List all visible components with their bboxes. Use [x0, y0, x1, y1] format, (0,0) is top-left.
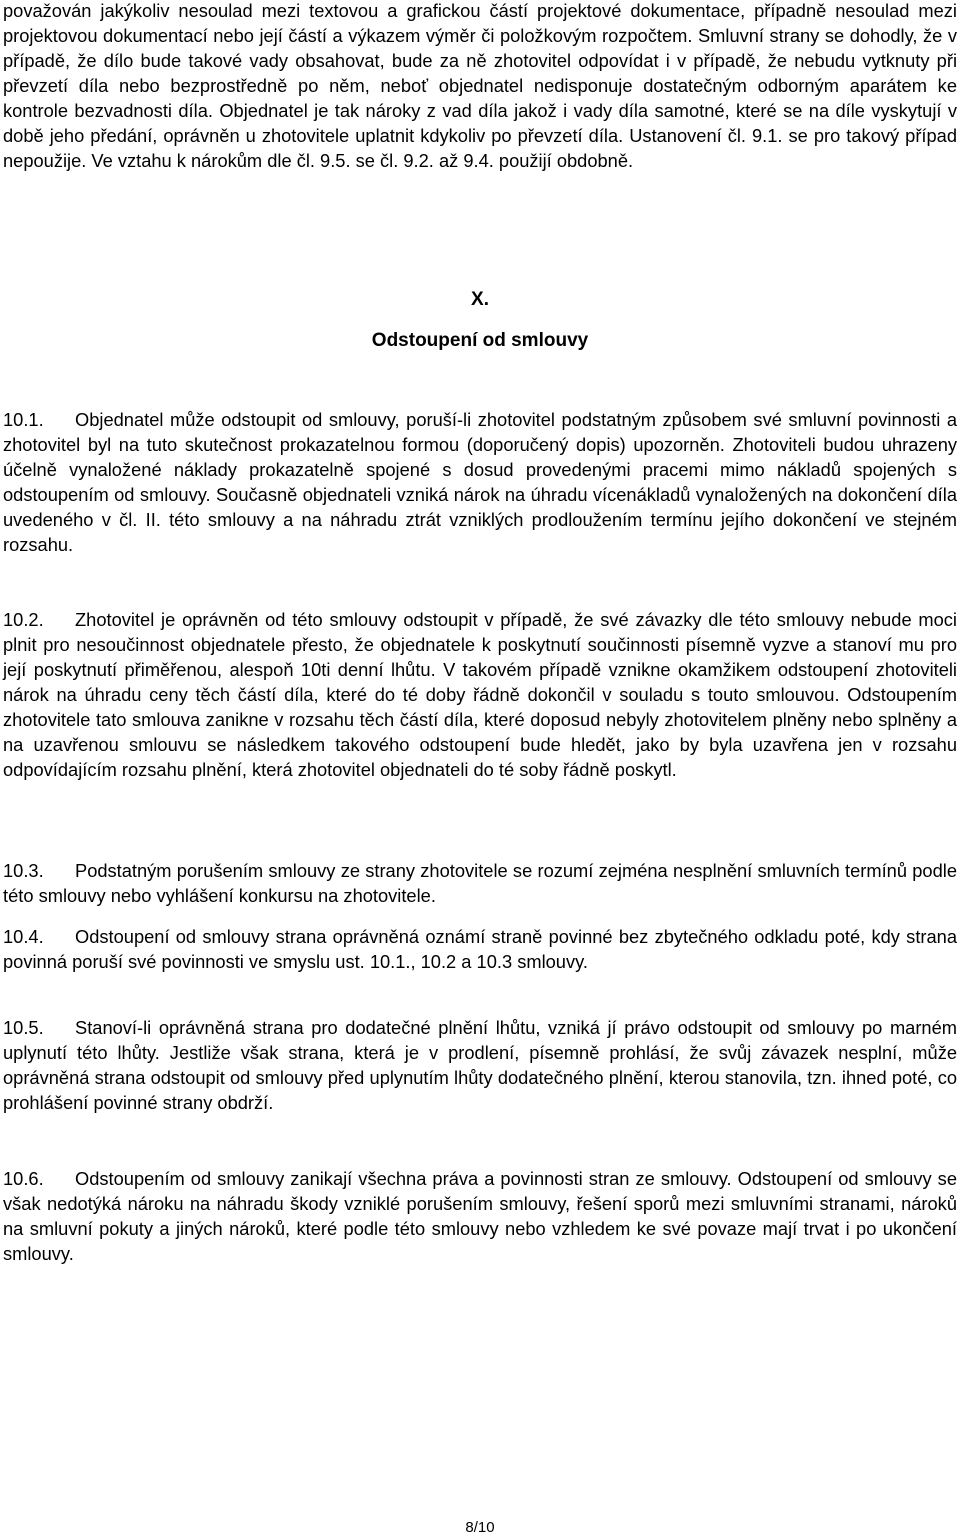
paragraph-number: 10.1. — [3, 409, 44, 430]
page-number: 8/10 — [465, 1519, 495, 1536]
paragraph-text: Odstoupením od smlouvy zanikají všechna práva a povinnosti stran ze smlouvy. Odstoupení od smlouvy se však nedotýká nároku na náhradu škody vzniklé porušením smlouvy, řešení sporů mezi smluvními stranami, nároků na smluvní pokuty a jiných nároků, které podle této smlouvy nebo vzhledem ke své povaze mají trvat i po ukončení smlouvy. — [3, 1168, 957, 1264]
article-number: X. — [471, 289, 489, 310]
paragraph-text: Objednatel může odstoupit od smlouvy, poruší-li zhotovitel podstatným způsobem své smluvní povinnosti a zhotovitel byl na tuto skutečnost prokazatelnou formou (doporučený dopis) upozorněn. Zhotoviteli budou uhrazeny účelně vynaložené náklady prokazatelně spojené s dosud provedenými pracemi mimo nákladů spojených s odstoupením od smlouvy. Současně objednateli vzniká nárok na úhradu vícenákladů vynaložených na dokončení díla uvedeného v čl. II. této smlouvy a na náhradu ztrát vzniklých prodloužením termínu jejího dokončení ve stejném rozsahu. — [3, 409, 957, 555]
paragraph-10-6 — [3, 1166, 957, 1266]
paragraph-10-4 — [3, 924, 957, 974]
paragraph-10-5 — [3, 1015, 957, 1115]
paragraph-number: 10.6. — [3, 1168, 44, 1189]
paragraph-text: Stanoví-li oprávněná strana pro dodatečné plnění lhůtu, vzniká jí právo odstoupit od smlouvy po marném uplynutí této lhůty. Jestliže však strana, která je v prodlení, písemně prohlásí, že svůj závazek nesplní, může oprávněná strana odstoupit od smlouvy před uplynutím lhůty dodatečného plnění, kterou stanovila, tzn. ihned poté, co prohlášení povinné strany obdrží. — [3, 1017, 957, 1113]
paragraph-text: Odstoupení od smlouvy strana oprávněná oznámí straně povinné bez zbytečného odkladu poté, kdy strana povinná poruší své povinnosti ve smyslu ust. 10.1., 10.2 a 10.3 smlouvy. — [3, 926, 957, 972]
paragraph-10-3 — [3, 858, 957, 908]
paragraph-number: 10.2. — [3, 609, 44, 630]
paragraph-text: Podstatným porušením smlouvy ze strany zhotovitele se rozumí zejména nesplnění smluvních termínů podle této smlouvy nebo vyhlášení konkursu na zhotovitele. — [3, 860, 957, 906]
intro-paragraph: považován jakýkoliv nesoulad mezi textovou a grafickou částí projektové dokumentace, případně nesoulad mezi projektovou dokumentací nebo její částí a výkazem výměr či položkovým rozpočtem. Smluvní strany se dohodly, že v případě, že dílo bude takové vady obsahovat, bude za ně zhotovitel odpovídat i v případě, že nebudu vytknuty při převzetí díla nebo bezprostředně po něm, neboť objednatel nedisponuje dostatečným odborným aparátem ke kontrole bezvadnosti díla. Objednatel je tak nároky z vad díla jakož i vady díla samotné, které se na díle vyskytují v době jeho předání, oprávněn u zhotovitele uplatnit kdykoliv po převzetí díla. Ustanovení čl. 9.1. se pro takový případ nepoužije. Ve vztahu k nárokům dle čl. 9.5. se čl. 9.2. až 9.4. použijí obdobně. — [3, 0, 957, 171]
article-title: Odstoupení od smlouvy — [371, 330, 589, 351]
paragraph-10-2 — [3, 607, 957, 782]
paragraph-10-1 — [3, 407, 957, 557]
paragraph-text: Zhotovitel je oprávněn od této smlouvy odstoupit v případě, že své závazky dle této smlouvy nebude moci plnit pro nesoučinnost objednatele přesto, že objednatele k poskytnutí součinnosti písemně vyzve a stanoví mu pro její poskytnutí přiměřenou, alespoň 10ti denní lhůtu. V takovém případě vznikne okamžikem odstoupení zhotoviteli nárok na úhradu ceny těch částí díla, které do té doby řádně dokončil v souladu s touto smlouvou. Odstoupením zhotovitele tato smlouva zanikne v rozsahu těch částí díla, které doposud nebyly zhotovitelem plněny nebo splněny a na uzavřenou smlouvu se následkem takového odstoupení bude hledět, jako by byla uzavřena jen v rozsahu odpovídajícím rozsahu plnění, která zhotovitel objednateli do té soby řádně poskytl. — [3, 609, 957, 780]
paragraph-number: 10.3. — [3, 860, 44, 881]
paragraph-number: 10.5. — [3, 1017, 44, 1038]
paragraph-number: 10.4. — [3, 926, 44, 947]
